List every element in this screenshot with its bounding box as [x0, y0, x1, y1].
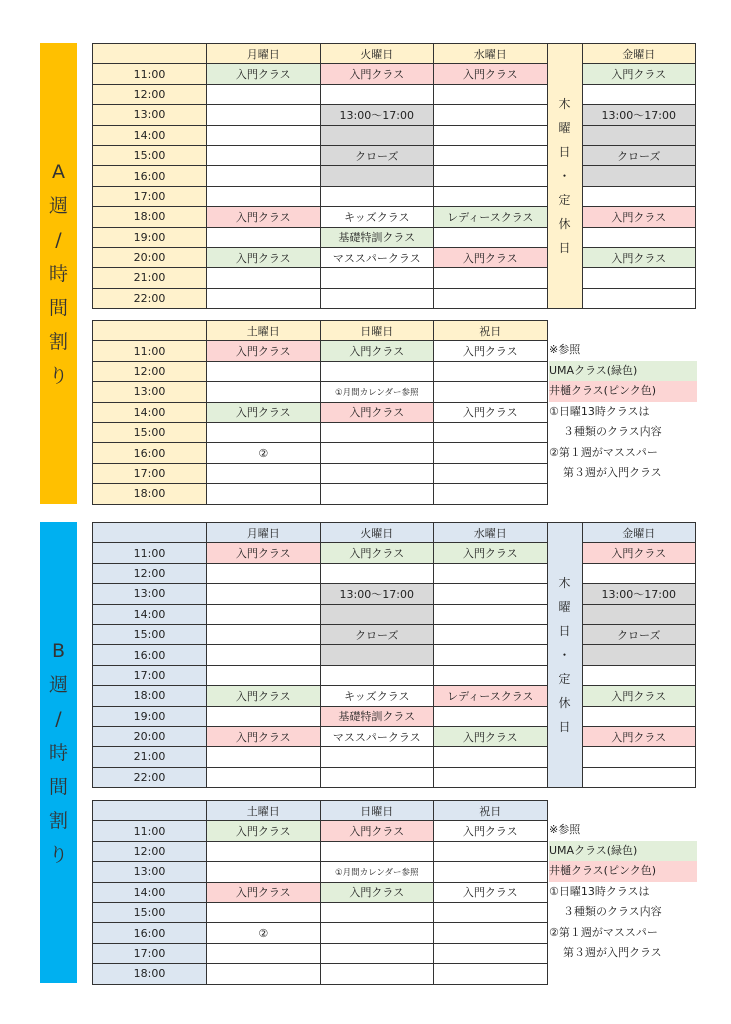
header-friday: 金曜日: [582, 44, 696, 64]
table-header-row: [93, 44, 696, 64]
table-row: [93, 227, 696, 247]
table-row: [93, 543, 696, 563]
class-cell: [434, 125, 548, 145]
time-cell: 18:00: [93, 484, 207, 504]
class-cell: マススパークラス: [320, 726, 434, 746]
class-cell: [434, 84, 548, 104]
class-cell: 入門クラス: [207, 726, 321, 746]
time-cell: 13:00: [93, 584, 207, 604]
class-cell: [434, 443, 548, 463]
time-cell: 19:00: [93, 227, 207, 247]
time-cell: 21:00: [93, 747, 207, 767]
week-a-weekend-table: [92, 320, 548, 505]
class-cell: 入門クラス: [434, 821, 548, 841]
class-cell: 入門クラス: [320, 821, 434, 841]
class-cell: [320, 443, 434, 463]
class-cell: [320, 463, 434, 483]
header-wednesday: 水曜日: [434, 44, 548, 64]
note-reference: ※参照: [549, 823, 581, 836]
class-cell: マススパークラス: [320, 247, 434, 267]
thursday-closed-column: [547, 44, 582, 309]
table-row: [93, 382, 548, 402]
time-cell: 17:00: [93, 943, 207, 963]
closed-cell: クローズ: [582, 145, 696, 165]
class-cell: [434, 268, 548, 288]
class-cell: [434, 706, 548, 726]
time-cell: 18:00: [93, 686, 207, 706]
class-cell: レディースクラス: [434, 686, 548, 706]
time-cell: 13:00: [93, 382, 207, 402]
class-cell: 入門クラス: [582, 247, 696, 267]
closed-cell: クローズ: [320, 624, 434, 644]
calendar-reference-cell: ①月間カレンダー参照: [320, 382, 434, 402]
table-row: [93, 288, 696, 308]
class-cell: 入門クラス: [320, 402, 434, 422]
table-row: [93, 563, 696, 583]
class-cell: [582, 767, 696, 787]
class-cell: [320, 964, 434, 984]
header-friday: 金曜日: [582, 523, 696, 543]
class-cell: [320, 923, 434, 943]
class-cell: 入門クラス: [207, 821, 321, 841]
corner-cell: [93, 44, 207, 64]
class-cell: [434, 463, 548, 483]
thursday-char: 曜: [558, 121, 571, 136]
table-row: [93, 105, 696, 125]
table-row: [93, 145, 696, 165]
class-cell: 入門クラス: [207, 686, 321, 706]
thursday-char: 休: [558, 217, 571, 232]
class-cell: [320, 563, 434, 583]
table-row: [93, 923, 548, 943]
class-cell: [320, 268, 434, 288]
class-cell: 入門クラス: [434, 341, 548, 361]
class-cell: [582, 288, 696, 308]
class-cell: [207, 943, 321, 963]
class-cell: [207, 288, 321, 308]
class-cell: [320, 747, 434, 767]
band-char: A: [52, 160, 65, 183]
class-cell: [434, 902, 548, 922]
table-row: [93, 64, 696, 84]
class-cell: [320, 902, 434, 922]
class-cell: [434, 227, 548, 247]
class-cell: [207, 125, 321, 145]
note-marker-cell: ②: [207, 923, 321, 943]
band-char: 間: [48, 775, 68, 798]
corner-cell: [93, 321, 207, 341]
class-cell: 入門クラス: [582, 64, 696, 84]
header-monday: 月曜日: [207, 523, 321, 543]
band-char: /: [55, 707, 62, 730]
table-row: [93, 341, 548, 361]
thursday-char: 木: [558, 576, 571, 591]
band-char: /: [55, 228, 62, 251]
class-cell: 入門クラス: [320, 543, 434, 563]
header-sunday: 日曜日: [320, 801, 434, 821]
class-cell: 基礎特訓クラス: [320, 227, 434, 247]
time-cell: 15:00: [93, 902, 207, 922]
table-row: [93, 125, 696, 145]
class-cell: [320, 361, 434, 381]
class-cell: [320, 767, 434, 787]
class-cell: [207, 964, 321, 984]
class-cell: [207, 186, 321, 206]
thursday-char: ・: [558, 648, 571, 663]
note-line: ３種類のクラス内容: [563, 905, 662, 918]
class-cell: 入門クラス: [207, 247, 321, 267]
time-cell: 12:00: [93, 563, 207, 583]
time-cell: 16:00: [93, 923, 207, 943]
class-cell: [207, 422, 321, 442]
time-cell: 20:00: [93, 247, 207, 267]
closed-cell: [320, 604, 434, 624]
table-row: [93, 247, 696, 267]
closed-cell: [582, 604, 696, 624]
class-cell: [320, 422, 434, 442]
note-uma-green: UMAクラス(緑色): [549, 841, 697, 862]
class-cell: [320, 943, 434, 963]
class-cell: [434, 563, 548, 583]
time-cell: 19:00: [93, 706, 207, 726]
class-cell: 入門クラス: [207, 882, 321, 902]
table-row: [93, 84, 696, 104]
time-cell: 15:00: [93, 624, 207, 644]
class-cell: [434, 923, 548, 943]
time-cell: 20:00: [93, 726, 207, 746]
class-cell: [582, 706, 696, 726]
band-char: 週: [48, 194, 68, 217]
time-cell: 11:00: [93, 821, 207, 841]
header-saturday: 土曜日: [207, 801, 321, 821]
class-cell: 入門クラス: [207, 402, 321, 422]
class-cell: [434, 382, 548, 402]
header-holiday: 祝日: [434, 801, 548, 821]
class-cell: 入門クラス: [434, 543, 548, 563]
closed-cell: 13:00～17:00: [320, 584, 434, 604]
band-char: B: [51, 639, 66, 662]
class-cell: 入門クラス: [207, 207, 321, 227]
note-ihi-pink: 井樋クラス(ピンク色): [549, 861, 697, 882]
table-row: [93, 484, 548, 504]
class-cell: [434, 862, 548, 882]
class-cell: [434, 166, 548, 186]
class-cell: [582, 84, 696, 104]
table-header-row: [93, 321, 548, 341]
header-monday: 月曜日: [207, 44, 321, 64]
class-cell: [434, 584, 548, 604]
class-cell: [207, 624, 321, 644]
time-cell: 14:00: [93, 125, 207, 145]
band-char: 週: [48, 673, 68, 696]
time-cell: 12:00: [93, 84, 207, 104]
class-cell: [207, 747, 321, 767]
class-cell: 入門クラス: [582, 726, 696, 746]
class-cell: [434, 186, 548, 206]
class-cell: 入門クラス: [434, 726, 548, 746]
table-row: [93, 686, 696, 706]
class-cell: [434, 604, 548, 624]
table-row: [93, 943, 548, 963]
class-cell: 入門クラス: [434, 64, 548, 84]
thursday-char: 日: [558, 241, 571, 256]
closed-cell: [320, 125, 434, 145]
class-cell: [320, 665, 434, 685]
closed-cell: [320, 166, 434, 186]
class-cell: キッズクラス: [320, 207, 434, 227]
time-cell: 11:00: [93, 341, 207, 361]
note-line: ３種類のクラス内容: [563, 425, 662, 438]
closed-cell: 13:00～17:00: [320, 105, 434, 125]
time-cell: 11:00: [93, 543, 207, 563]
class-cell: [207, 604, 321, 624]
table-row: [93, 821, 548, 841]
band-char: 間: [48, 296, 68, 319]
class-cell: [207, 841, 321, 861]
thursday-char: 定: [558, 672, 571, 687]
table-header-row: [93, 523, 696, 543]
table-row: [93, 964, 548, 984]
table-row: [93, 645, 696, 665]
table-row: [93, 706, 696, 726]
note-uma-green: UMAクラス(緑色): [549, 361, 697, 382]
corner-cell: [93, 801, 207, 821]
time-cell: 18:00: [93, 207, 207, 227]
class-cell: [207, 862, 321, 882]
thursday-char: ・: [558, 169, 571, 184]
table-row: [93, 422, 548, 442]
class-cell: [207, 665, 321, 685]
class-cell: [582, 563, 696, 583]
table-row: [93, 726, 696, 746]
class-cell: [434, 624, 548, 644]
class-cell: [434, 484, 548, 504]
class-cell: [320, 186, 434, 206]
note-line: ①日曜13時クラスは: [549, 404, 650, 418]
time-cell: 17:00: [93, 463, 207, 483]
class-cell: [582, 227, 696, 247]
class-cell: [434, 105, 548, 125]
table-row: [93, 268, 696, 288]
class-cell: [207, 902, 321, 922]
class-cell: 入門クラス: [207, 64, 321, 84]
thursday-char: 定: [558, 193, 571, 208]
note-reference: ※参照: [549, 343, 581, 356]
thursday-char: 休: [558, 696, 571, 711]
table-row: [93, 882, 548, 902]
table-row: [93, 361, 548, 381]
class-cell: [320, 84, 434, 104]
note-marker-cell: ②: [207, 443, 321, 463]
week-a-notes: [549, 340, 697, 484]
header-sunday: 日曜日: [320, 321, 434, 341]
class-cell: [434, 288, 548, 308]
time-cell: 13:00: [93, 862, 207, 882]
class-cell: [207, 706, 321, 726]
band-char: 割: [48, 330, 68, 353]
time-cell: 14:00: [93, 604, 207, 624]
thursday-char: 日: [558, 624, 571, 639]
band-char: り: [48, 364, 68, 387]
table-row: [93, 402, 548, 422]
note-line: ②第１週がマススパー: [549, 925, 658, 939]
class-cell: [207, 84, 321, 104]
class-cell: [434, 943, 548, 963]
time-cell: 22:00: [93, 288, 207, 308]
closed-cell: 13:00～17:00: [582, 584, 696, 604]
class-cell: [207, 145, 321, 165]
class-cell: [434, 964, 548, 984]
time-cell: 16:00: [93, 645, 207, 665]
table-row: [93, 767, 696, 787]
header-wednesday: 水曜日: [434, 523, 548, 543]
thursday-char: 曜: [558, 600, 571, 615]
table-row: [93, 186, 696, 206]
class-cell: [207, 268, 321, 288]
time-cell: 21:00: [93, 268, 207, 288]
week-a-weekday-table: [92, 43, 696, 309]
closed-cell: 13:00～17:00: [582, 105, 696, 125]
calendar-reference-cell: ①月間カレンダー参照: [320, 862, 434, 882]
thursday-char: 木: [558, 97, 571, 112]
class-cell: [207, 584, 321, 604]
time-cell: 13:00: [93, 105, 207, 125]
class-cell: [582, 665, 696, 685]
time-cell: 17:00: [93, 186, 207, 206]
class-cell: 基礎特訓クラス: [320, 706, 434, 726]
class-cell: [207, 227, 321, 247]
table-row: [93, 841, 548, 861]
class-cell: [207, 767, 321, 787]
corner-cell: [93, 523, 207, 543]
note-line: 第３週が入門クラス: [563, 466, 662, 479]
class-cell: 入門クラス: [434, 247, 548, 267]
time-cell: 17:00: [93, 665, 207, 685]
time-cell: 15:00: [93, 145, 207, 165]
class-cell: [207, 563, 321, 583]
class-cell: 入門クラス: [320, 341, 434, 361]
class-cell: キッズクラス: [320, 686, 434, 706]
band-char: り: [48, 843, 68, 866]
note-line: ②第１週がマススパー: [549, 445, 658, 459]
time-cell: 18:00: [93, 964, 207, 984]
table-row: [93, 747, 696, 767]
time-cell: 22:00: [93, 767, 207, 787]
table-row: [93, 207, 696, 227]
table-row: [93, 902, 548, 922]
week-b-label-band: [40, 522, 77, 983]
class-cell: [207, 105, 321, 125]
class-cell: [207, 645, 321, 665]
table-row: [93, 443, 548, 463]
class-cell: [207, 166, 321, 186]
header-tuesday: 火曜日: [320, 44, 434, 64]
time-cell: 12:00: [93, 361, 207, 381]
closed-cell: クローズ: [582, 624, 696, 644]
time-cell: 16:00: [93, 166, 207, 186]
week-a-label-band: [40, 43, 77, 504]
time-cell: 15:00: [93, 422, 207, 442]
class-cell: [207, 361, 321, 381]
class-cell: 入門クラス: [582, 207, 696, 227]
table-row: [93, 604, 696, 624]
class-cell: 入門クラス: [320, 64, 434, 84]
time-cell: 12:00: [93, 841, 207, 861]
closed-cell: [582, 645, 696, 665]
time-cell: 14:00: [93, 402, 207, 422]
table-header-row: [93, 801, 548, 821]
band-char: 割: [48, 809, 68, 832]
week-b-weekend-table: [92, 800, 548, 985]
note-ihi-pink: 井樋クラス(ピンク色): [549, 381, 697, 402]
table-row: [93, 665, 696, 685]
class-cell: 入門クラス: [207, 341, 321, 361]
class-cell: 入門クラス: [582, 686, 696, 706]
note-line: 第３週が入門クラス: [563, 946, 662, 959]
closed-cell: [582, 166, 696, 186]
class-cell: [434, 422, 548, 442]
class-cell: 入門クラス: [434, 402, 548, 422]
time-cell: 14:00: [93, 882, 207, 902]
closed-cell: [320, 645, 434, 665]
class-cell: [320, 841, 434, 861]
class-cell: [434, 361, 548, 381]
class-cell: [207, 463, 321, 483]
table-row: [93, 463, 548, 483]
class-cell: 入門クラス: [320, 882, 434, 902]
table-row: [93, 166, 696, 186]
class-cell: [320, 288, 434, 308]
class-cell: [320, 484, 434, 504]
class-cell: 入門クラス: [207, 543, 321, 563]
header-holiday: 祝日: [434, 321, 548, 341]
header-saturday: 土曜日: [207, 321, 321, 341]
class-cell: [207, 382, 321, 402]
closed-cell: クローズ: [320, 145, 434, 165]
class-cell: [582, 747, 696, 767]
week-b-notes: [549, 820, 697, 964]
class-cell: [207, 484, 321, 504]
class-cell: [434, 645, 548, 665]
class-cell: [434, 747, 548, 767]
band-char: 時: [48, 741, 68, 764]
note-line: ①日曜13時クラスは: [549, 884, 650, 898]
table-row: [93, 624, 696, 644]
class-cell: レディースクラス: [434, 207, 548, 227]
class-cell: [434, 145, 548, 165]
class-cell: 入門クラス: [582, 543, 696, 563]
class-cell: [582, 186, 696, 206]
time-cell: 11:00: [93, 64, 207, 84]
table-row: [93, 584, 696, 604]
table-row: [93, 862, 548, 882]
thursday-char: 日: [558, 720, 571, 735]
class-cell: [582, 268, 696, 288]
closed-cell: [582, 125, 696, 145]
week-b-weekday-table: [92, 522, 696, 788]
class-cell: 入門クラス: [434, 882, 548, 902]
class-cell: [434, 841, 548, 861]
thursday-char: 日: [558, 145, 571, 160]
thursday-closed-column: [547, 523, 582, 788]
class-cell: [434, 665, 548, 685]
band-char: 時: [48, 262, 68, 285]
time-cell: 16:00: [93, 443, 207, 463]
class-cell: [434, 767, 548, 787]
header-tuesday: 火曜日: [320, 523, 434, 543]
